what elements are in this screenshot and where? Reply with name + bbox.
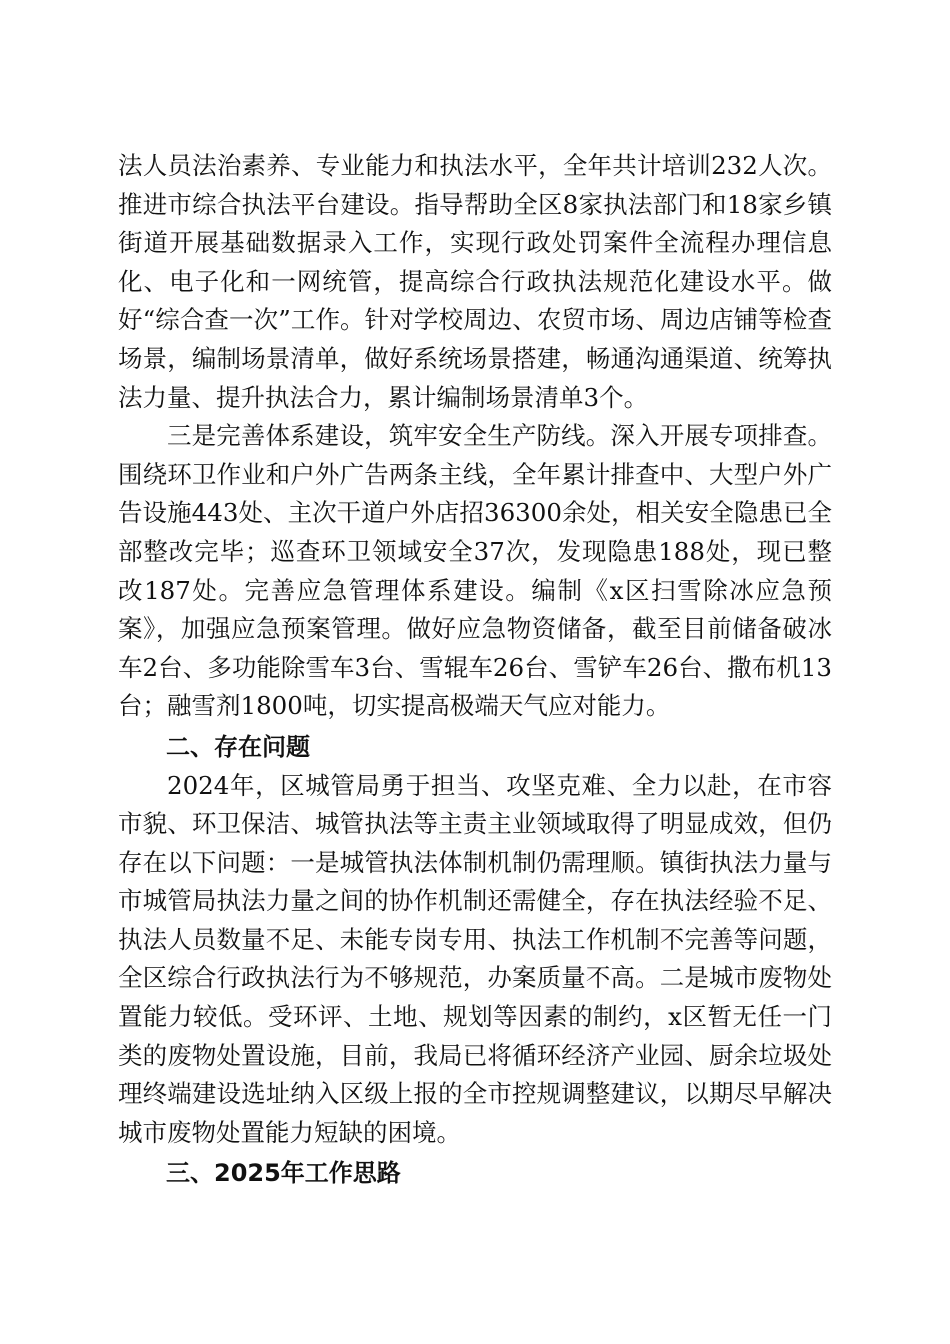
document-body <box>118 147 832 1193</box>
paragraph-training-and-platform: 法人员法治素养、专业能力和执法水平，全年共计培训232人次。推进市综合执法平台建设。指导帮助全区8家执法部门和18家乡镇街道开展基础数据录入工作，实现行政处罚案件全流程办理信息化、电子化和一网统管，提高综合行政执法规范化建设水平。做好“综合查一次”工作。针对学校周边、农贸市场、周边店铺等检查场景，编制场景清单，做好系统场景搭建，畅通沟通渠道、统筹执法力量、提升执法合力，累计编制场景清单3个。 <box>118 151 832 412</box>
section-heading-problems: 二、存在问题 <box>166 732 310 761</box>
paragraph-safety-system: 三是完善体系建设，筑牢安全生产防线。深入开展专项排查。围绕环卫作业和户外广告两条主线，全年累计排查中、大型户外广告设施443处、主次干道户外店招36300余处，相关安全隐患已全部整改完毕；巡查环卫领域安全37次，发现隐患188处，现已整改187处。完善应急管理体系建设。编制《x区扫雪除冰应急预案》，加强应急预案管理。做好应急物资储备，截至目前储备破冰车2台、多功能除雪车3台、雪辊车26台、雪铲车26台、撒布机13台；融雪剂1800吨，切实提高极端天气应对能力。 <box>118 421 832 721</box>
paragraph-problems: 2024年，区城管局勇于担当、攻坚克难、全力以赴，在市容市貌、环卫保洁、城管执法等主责主业领域取得了明显成效，但仍存在以下问题：一是城管执法体制机制仍需理顺。镇街执法力量与市城管局执法力量之间的协作机制还需健全，存在执法经验不足、执法人员数量不足、未能专岗专用、执法工作机制不完善等问题，全区综合行政执法行为不够规范，办案质量不高。二是城市废物处置能力较低。受环评、土地、规划等因素的制约，x区暂无任一门类的废物处置设施，目前，我局已将循环经济产业园、厨余垃圾处理终端建设选址纳入区级上报的全市控规调整建议，以期尽早解决城市废物处置能力短缺的困境。 <box>118 770 832 1147</box>
section-heading-2025-plan: 三、2025年工作思路 <box>166 1159 401 1188</box>
